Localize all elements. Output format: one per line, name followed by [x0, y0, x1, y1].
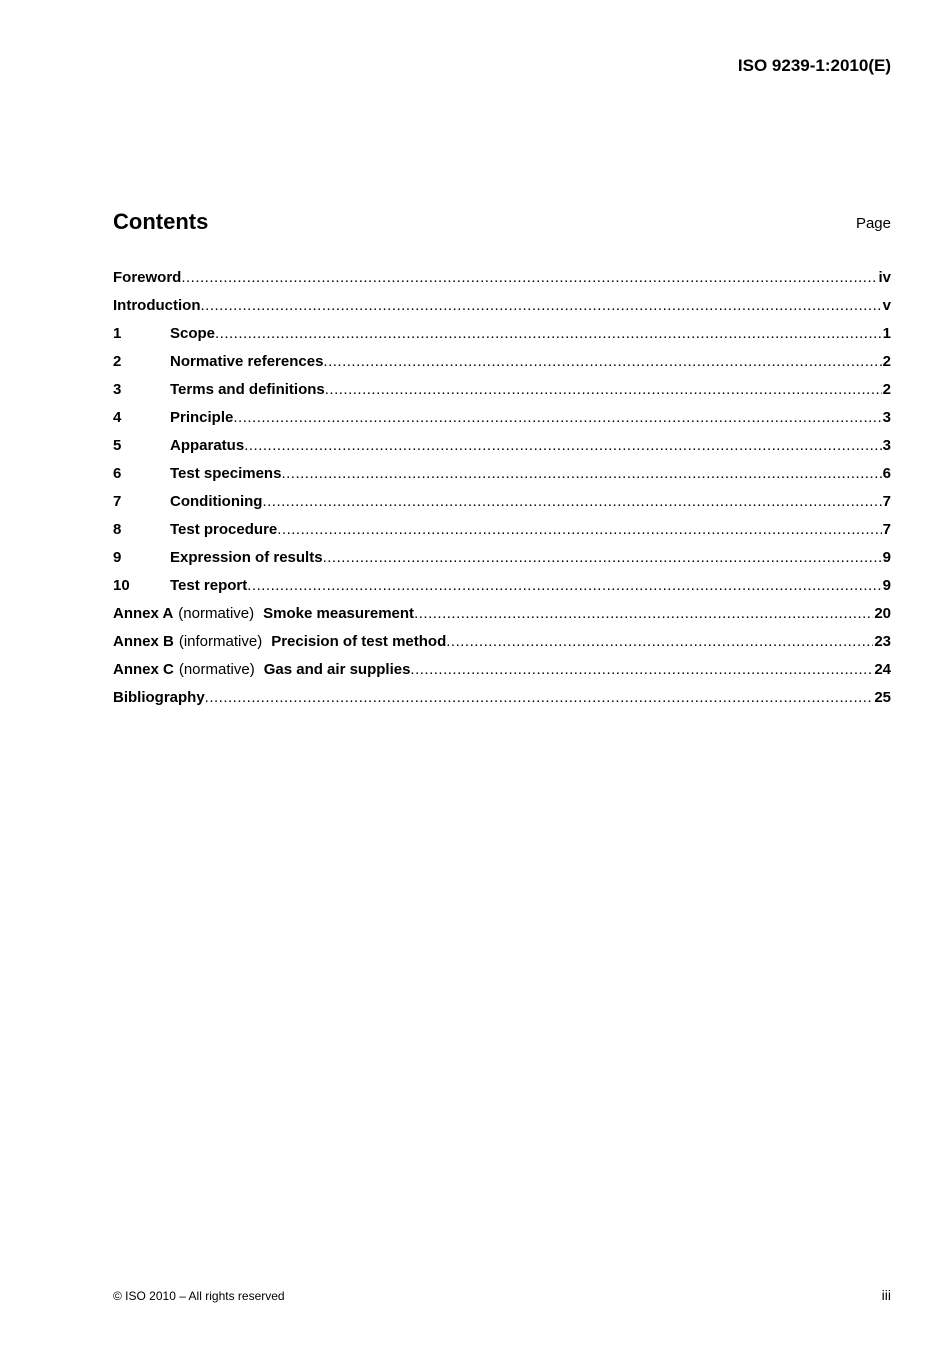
dot-leader — [414, 600, 873, 628]
toc-entry-title: Test specimens — [170, 465, 282, 482]
toc-entry-expression-of-results[interactable] — [113, 544, 891, 572]
toc-entry-introduction[interactable] — [113, 292, 891, 320]
footer-copyright: © ISO 2010 – All rights reserved — [113, 1289, 285, 1303]
toc-entry-title: Introduction — [113, 297, 201, 314]
toc-entry-title: Bibliography — [113, 689, 205, 706]
annex-label: Annex B — [113, 633, 174, 650]
toc-entry-page: 9 — [882, 549, 891, 566]
toc-entry-apparatus[interactable] — [113, 432, 891, 460]
toc-entry-number: 5 — [113, 437, 122, 454]
annex-status: (informative) — [178, 633, 263, 650]
dot-leader — [205, 684, 874, 712]
toc-entry-title: Normative references — [170, 353, 324, 370]
dot-leader — [181, 264, 877, 292]
dot-leader — [281, 460, 881, 488]
toc-entry-number: 8 — [113, 521, 122, 538]
dot-leader — [247, 572, 881, 600]
toc-entry-page: 20 — [874, 605, 891, 622]
toc-entry-title: Test report — [170, 577, 248, 594]
annex-title: Smoke measurement — [263, 605, 415, 622]
dot-leader — [323, 348, 881, 376]
toc-entry-number: 7 — [113, 493, 122, 510]
annex-label: Annex A — [113, 605, 174, 622]
toc-entry-title: Test procedure — [170, 521, 278, 538]
toc-entry-principle[interactable] — [113, 404, 891, 432]
toc-entry-number: 9 — [113, 549, 122, 566]
toc-entry-title: Expression of results — [170, 549, 323, 566]
toc-entry-page: 6 — [882, 465, 891, 482]
table-of-contents — [113, 264, 891, 712]
toc-entry-number: 4 — [113, 409, 122, 426]
toc-entry-page: 23 — [874, 633, 891, 650]
dot-leader — [215, 320, 882, 348]
dot-leader — [277, 516, 881, 544]
toc-entry-normative-references[interactable] — [113, 348, 891, 376]
document-id: ISO 9239-1:2010(E) — [737, 56, 891, 75]
toc-entry-title: Principle — [170, 409, 234, 426]
dot-leader — [446, 628, 873, 656]
toc-entry-page: 2 — [882, 381, 891, 398]
toc-entry-title: Conditioning — [170, 493, 263, 510]
dot-leader — [325, 376, 882, 404]
page-column-label: Page — [855, 215, 891, 232]
annex-label: Annex C — [113, 661, 174, 678]
toc-entry-annex-a[interactable] — [113, 600, 891, 628]
dot-leader — [323, 544, 882, 572]
dot-leader — [200, 292, 881, 320]
toc-entry-page: iv — [878, 269, 891, 286]
toc-entry-number: 6 — [113, 465, 122, 482]
toc-entry-page: 3 — [882, 437, 891, 454]
toc-entry-scope[interactable] — [113, 320, 891, 348]
toc-entry-test-procedure[interactable] — [113, 516, 891, 544]
toc-entry-test-report[interactable] — [113, 572, 891, 600]
toc-entry-number: 10 — [113, 577, 130, 594]
toc-entry-test-specimens[interactable] — [113, 460, 891, 488]
toc-entry-title: Apparatus — [170, 437, 245, 454]
toc-entry-page: 24 — [874, 661, 891, 678]
contents-heading: Contents — [113, 209, 209, 234]
dot-leader — [233, 404, 881, 432]
toc-entry-page: 1 — [882, 325, 891, 342]
toc-entry-bibliography[interactable] — [113, 684, 891, 712]
dot-leader — [262, 488, 881, 516]
toc-entry-terms-and-definitions[interactable] — [113, 376, 891, 404]
toc-entry-number: 2 — [113, 353, 122, 370]
annex-title: Precision of test method — [271, 633, 447, 650]
toc-entry-page: 9 — [882, 577, 891, 594]
toc-entry-title: Foreword — [113, 269, 182, 286]
footer-page-number: iii — [881, 1287, 891, 1303]
dot-leader — [244, 432, 881, 460]
toc-entry-page: 7 — [882, 493, 891, 510]
annex-status: (normative) — [178, 661, 255, 678]
toc-entry-annex-b[interactable] — [113, 628, 891, 656]
dot-leader — [410, 656, 873, 684]
toc-entry-number: 1 — [113, 325, 122, 342]
toc-entry-page: 2 — [882, 353, 891, 370]
toc-entry-page: 3 — [882, 409, 891, 426]
toc-entry-title: Terms and definitions — [170, 381, 325, 398]
toc-entry-page: v — [882, 297, 891, 314]
annex-title: Gas and air supplies — [263, 661, 411, 678]
toc-entry-annex-c[interactable] — [113, 656, 891, 684]
toc-entry-conditioning[interactable] — [113, 488, 891, 516]
toc-entry-page: 25 — [874, 689, 891, 706]
toc-entry-foreword[interactable] — [113, 264, 891, 292]
toc-entry-title: Scope — [170, 325, 216, 342]
toc-entry-number: 3 — [113, 381, 122, 398]
annex-status: (normative) — [178, 605, 255, 622]
toc-entry-page: 7 — [882, 521, 891, 538]
